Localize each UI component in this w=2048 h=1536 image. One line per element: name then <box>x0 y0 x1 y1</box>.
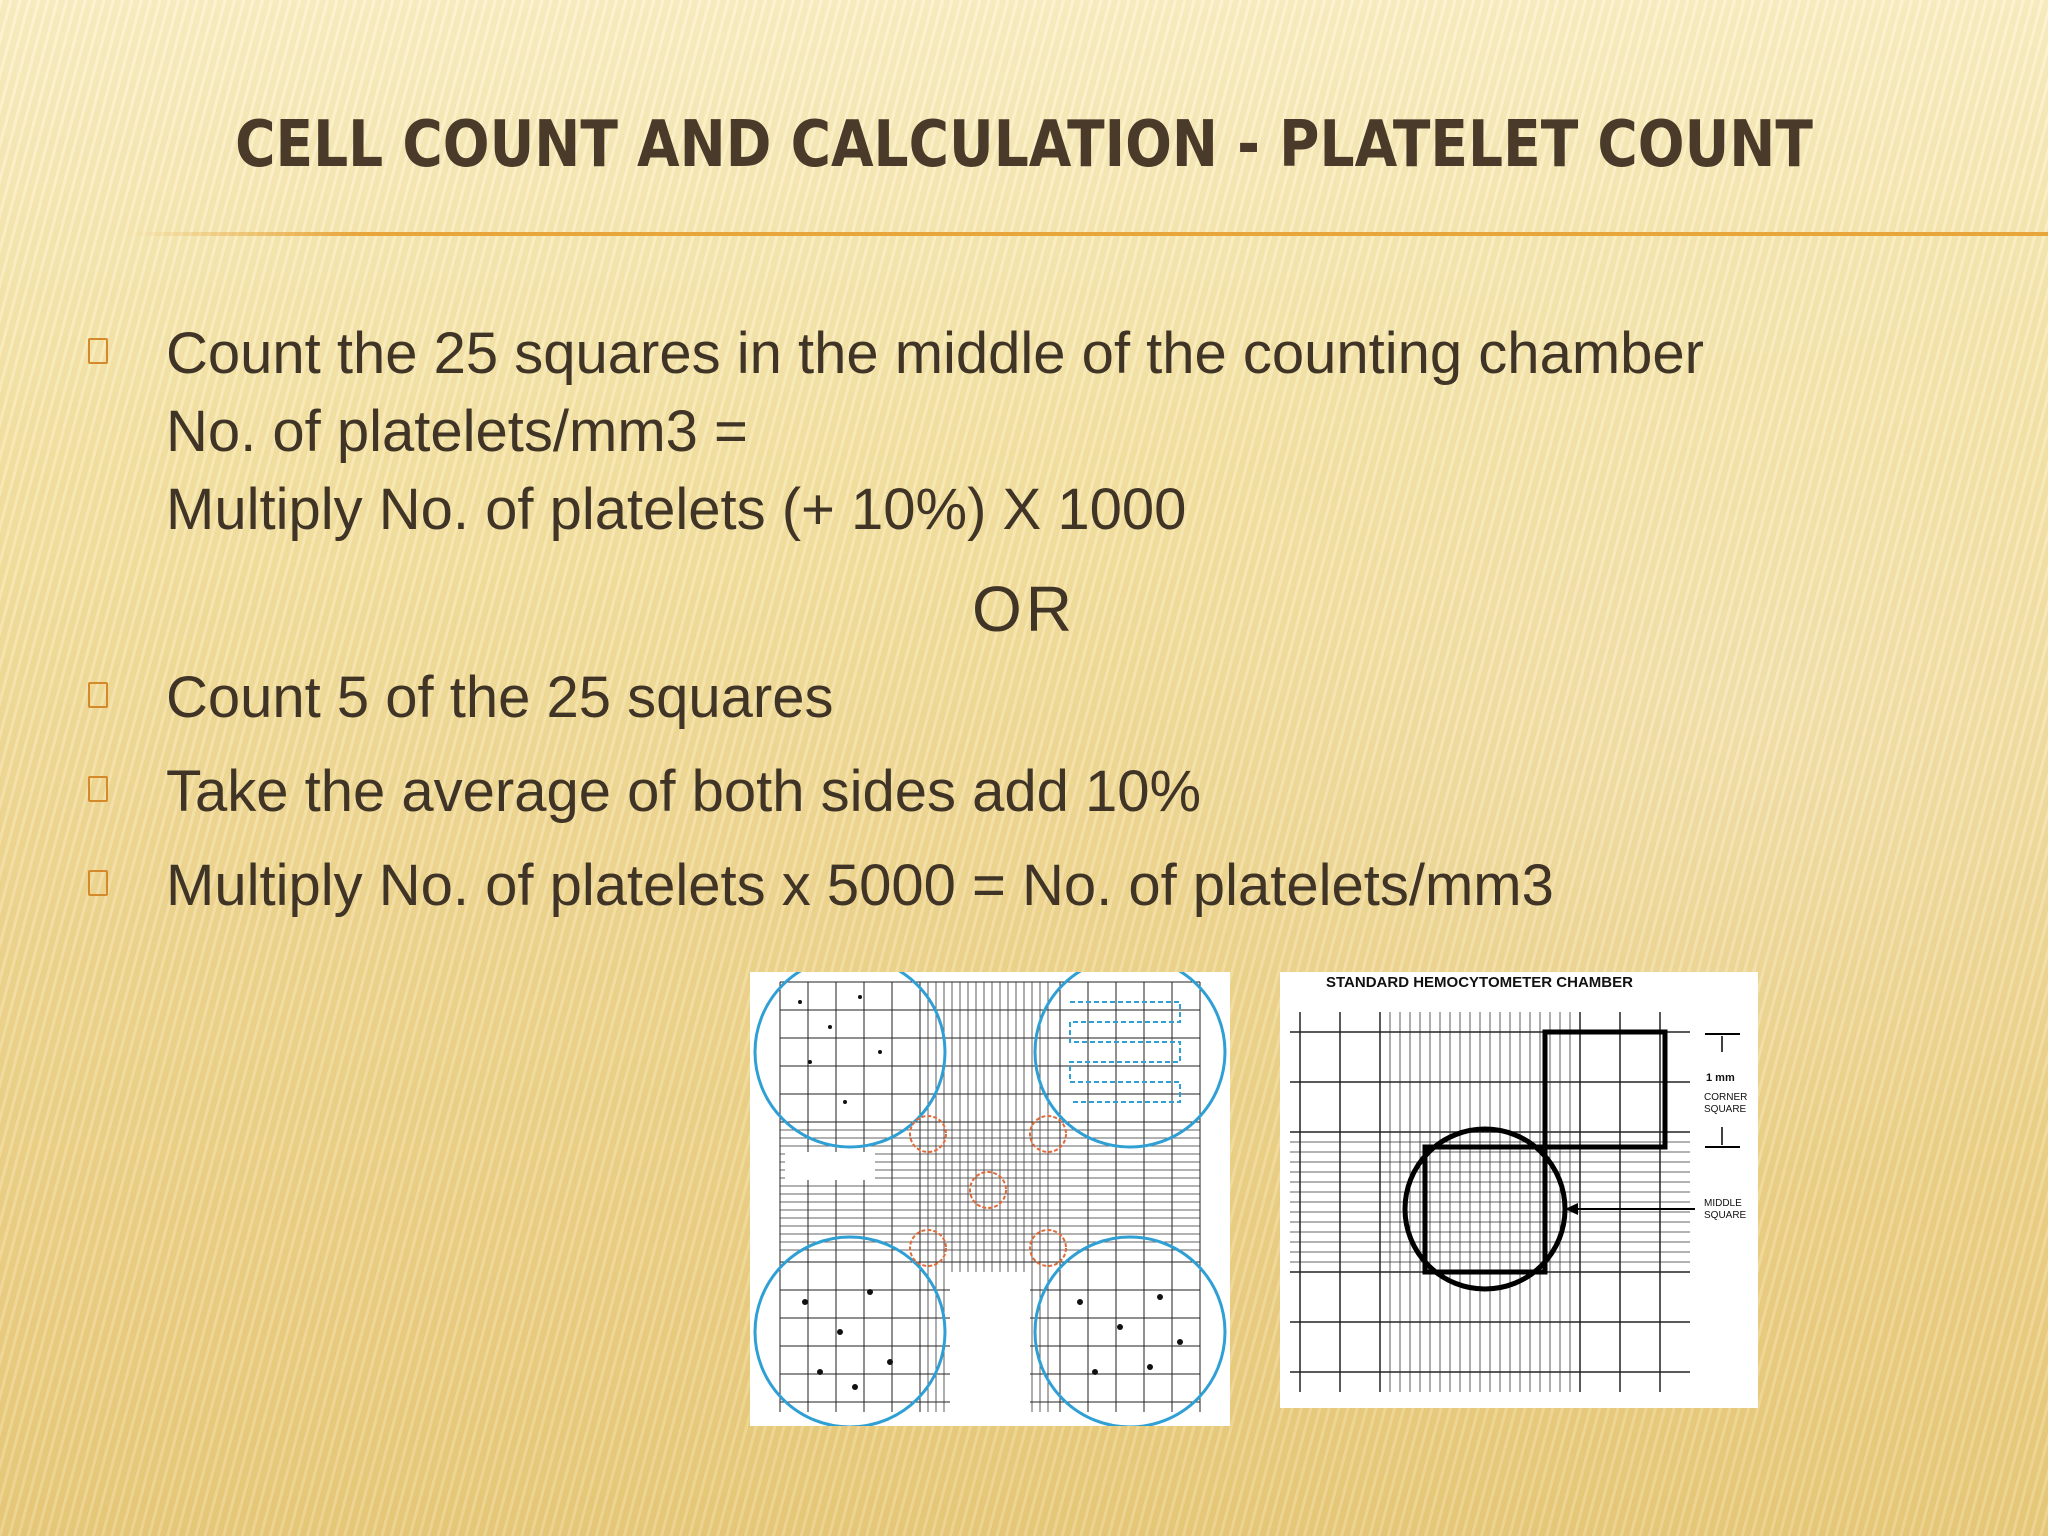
bullet-3-text: Take the average of both sides add 10% <box>166 759 1202 824</box>
label-1mm: 1 mm <box>1706 1072 1735 1084</box>
hemocytometer-figure <box>1280 972 1758 1408</box>
bullet-marker-icon <box>88 776 108 802</box>
bullet-marker-icon <box>88 870 108 896</box>
bullet-marker-icon <box>88 682 108 708</box>
counting-chamber-figure <box>750 972 1230 1426</box>
or-separator: OR <box>972 573 1076 645</box>
bullet-marker-icon <box>88 338 108 364</box>
label-corner-square: SQUARE <box>1704 1104 1747 1115</box>
bullet-1-line-2: No. of platelets/mm3 = <box>166 399 748 464</box>
bullet-1-line-1: Count the 25 squares in the middle of the counting chamber <box>166 321 1704 386</box>
title-underline <box>130 232 2048 236</box>
bullet-2-text: Count 5 of the 25 squares <box>166 665 834 730</box>
label-corner: CORNER <box>1704 1092 1748 1103</box>
bullet-1-line-3: Multiply No. of platelets (+ 10%) X 1000 <box>166 477 1187 542</box>
slide-title: CELL COUNT AND CALCULATION - PLATELET COUNT <box>235 108 1813 182</box>
bullet-4-text: Multiply No. of platelets x 5000 = No. of platelets/mm3 <box>166 853 1554 918</box>
label-middle-square: SQUARE <box>1704 1210 1747 1221</box>
label-middle: MIDDLE <box>1704 1198 1742 1209</box>
hemocytometer-caption: STANDARD HEMOCYTOMETER CHAMBER <box>1326 974 1633 991</box>
